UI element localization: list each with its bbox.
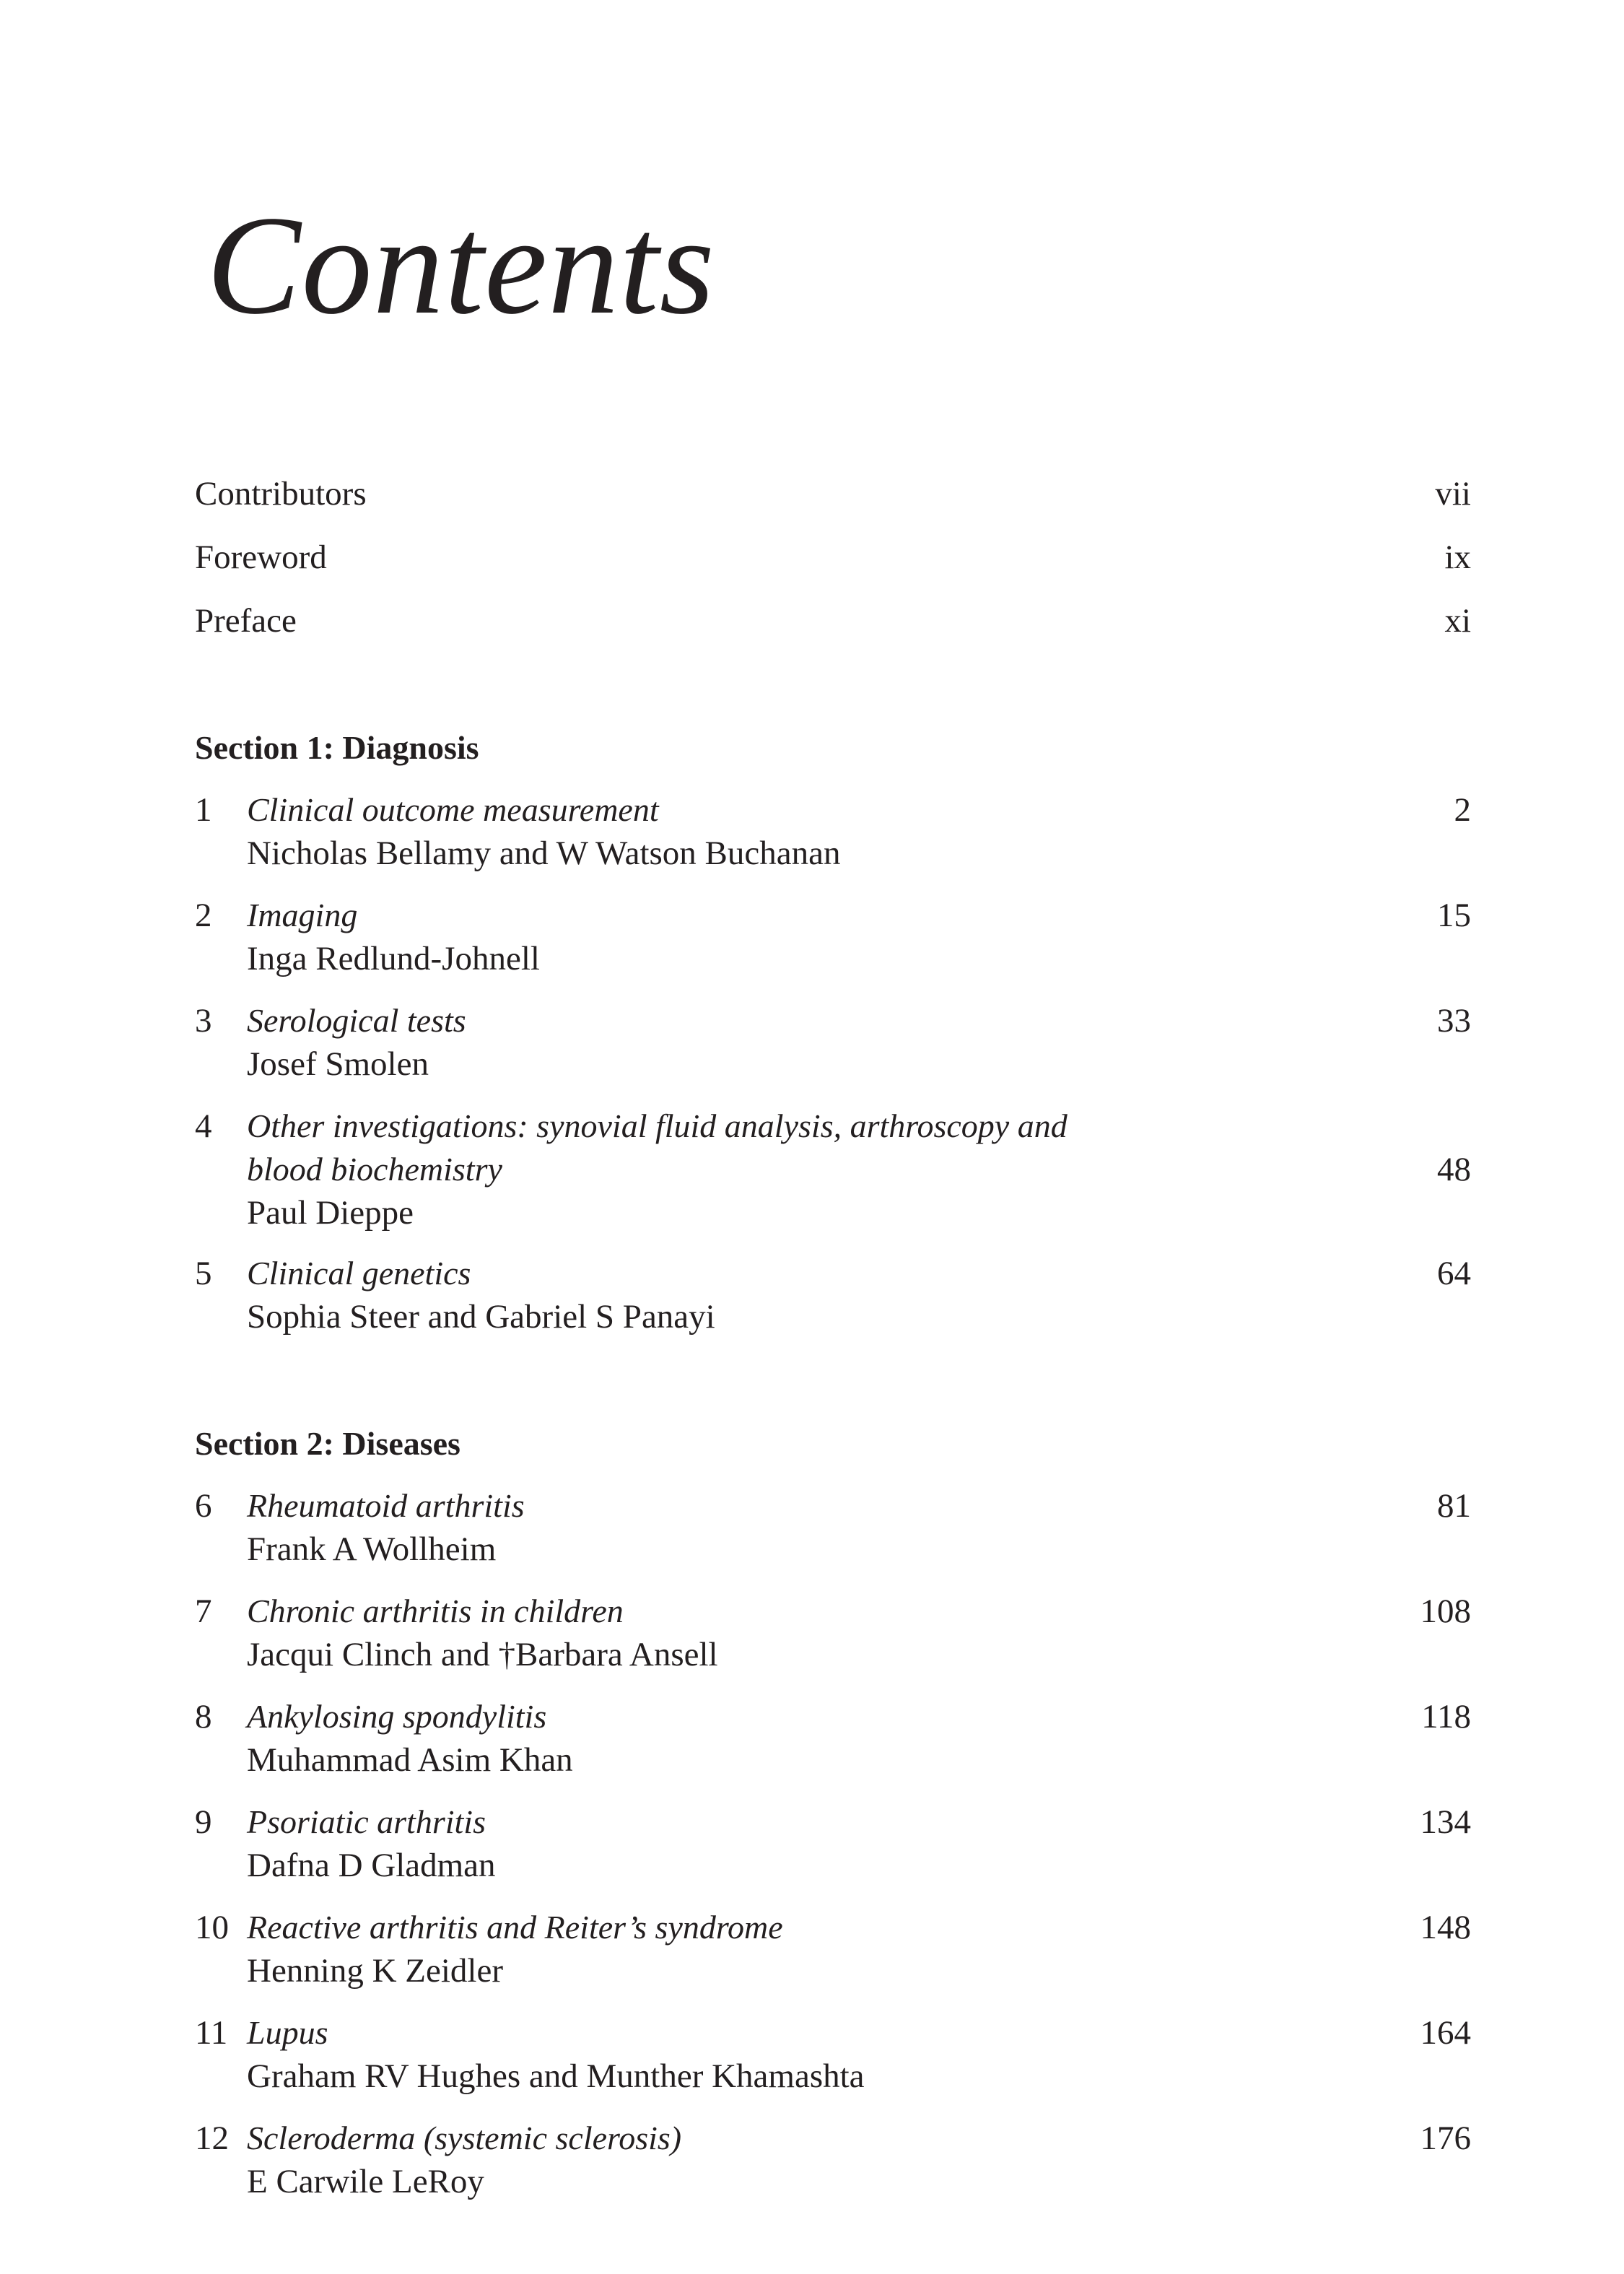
chapter-title: Imaging bbox=[247, 897, 358, 933]
chapter-number: 6 bbox=[195, 1487, 212, 1525]
chapter-number: 9 bbox=[195, 1803, 212, 1841]
chapter-title: Rheumatoid arthritis bbox=[247, 1487, 525, 1524]
toc-page-number: 15 bbox=[1437, 897, 1471, 934]
toc-page-number: vii bbox=[1435, 475, 1471, 513]
toc-page-number: 64 bbox=[1437, 1255, 1471, 1292]
chapter-title: Reactive arthritis and Reiter’s syndrome bbox=[247, 1909, 783, 1946]
chapter-title: Clinical outcome measurement bbox=[247, 791, 659, 828]
toc-page-number: xi bbox=[1444, 602, 1471, 640]
chapter-title: Scleroderma (systemic sclerosis) bbox=[247, 2120, 682, 2156]
chapter-number: 5 bbox=[195, 1255, 212, 1292]
chapter-authors: Nicholas Bellamy and W Watson Buchanan bbox=[247, 835, 841, 872]
chapter-authors: Frank A Wollheim bbox=[247, 1530, 497, 1568]
chapter-title: Clinical genetics bbox=[247, 1255, 471, 1291]
section-heading-diagnosis: Section 1: Diagnosis bbox=[195, 729, 479, 766]
toc-entry-foreword[interactable] bbox=[195, 536, 1471, 579]
toc-page-number: 48 bbox=[1437, 1151, 1471, 1188]
chapter-number: 2 bbox=[195, 897, 212, 934]
chapter-title: Chronic arthritis in children bbox=[247, 1593, 624, 1629]
chapter-number: 4 bbox=[195, 1107, 212, 1145]
chapter-title: Ankylosing spondylitis bbox=[247, 1698, 547, 1735]
chapter-number: 1 bbox=[195, 791, 212, 829]
toc-page-number: 118 bbox=[1421, 1698, 1471, 1735]
section-heading-diseases: Section 2: Diseases bbox=[195, 1425, 460, 1462]
chapter-authors: Henning K Zeidler bbox=[247, 1952, 504, 1990]
chapter-authors: Jacqui Clinch and †Barbara Ansell bbox=[247, 1636, 718, 1673]
chapter-authors: Muhammad Asim Khan bbox=[247, 1741, 573, 1779]
chapter-number: 11 bbox=[195, 2014, 228, 2052]
toc-page-number: ix bbox=[1444, 539, 1471, 576]
chapter-title: Lupus bbox=[247, 2014, 328, 2051]
chapter-title: Psoriatic arthritis bbox=[247, 1803, 486, 1840]
chapter-title-line-1: Other investigations: synovial fluid analysis, arthroscopy and bbox=[247, 1107, 1068, 1144]
chapter-authors: Paul Dieppe bbox=[247, 1194, 414, 1232]
chapter-authors: Dafna D Gladman bbox=[247, 1847, 496, 1884]
toc-entry-label: Preface bbox=[195, 602, 297, 640]
toc-page-number: 176 bbox=[1420, 2120, 1471, 2157]
chapter-title-line-2: blood biochemistry bbox=[247, 1151, 502, 1188]
chapter-authors: Inga Redlund-Johnell bbox=[247, 940, 540, 977]
chapter-number: 10 bbox=[195, 1909, 229, 1946]
toc-entry-label: Foreword bbox=[195, 539, 327, 576]
toc-page-number: 33 bbox=[1437, 1002, 1471, 1040]
chapter-authors: Graham RV Hughes and Munther Khamashta bbox=[247, 2057, 865, 2095]
chapter-authors: Josef Smolen bbox=[247, 1045, 429, 1083]
chapter-number: 3 bbox=[195, 1002, 212, 1040]
toc-page-number: 164 bbox=[1420, 2014, 1471, 2052]
chapter-title: Serological tests bbox=[247, 1002, 466, 1039]
toc-page-number: 2 bbox=[1454, 791, 1471, 829]
toc-page-number: 108 bbox=[1420, 1593, 1471, 1630]
toc-entry-preface[interactable] bbox=[195, 599, 1471, 642]
chapter-number: 8 bbox=[195, 1698, 212, 1735]
chapter-authors: Sophia Steer and Gabriel S Panayi bbox=[247, 1298, 715, 1336]
chapter-number: 12 bbox=[195, 2120, 229, 2157]
chapter-number: 7 bbox=[195, 1593, 212, 1630]
toc-entry-label: Contributors bbox=[195, 475, 367, 513]
toc-page-number: 81 bbox=[1437, 1487, 1471, 1525]
toc-page-number: 148 bbox=[1420, 1909, 1471, 1946]
chapter-authors: E Carwile LeRoy bbox=[247, 2163, 484, 2200]
toc-entry-contributors[interactable] bbox=[195, 472, 1471, 515]
toc-page-number: 134 bbox=[1420, 1803, 1471, 1841]
page-title: Contents bbox=[206, 187, 715, 344]
